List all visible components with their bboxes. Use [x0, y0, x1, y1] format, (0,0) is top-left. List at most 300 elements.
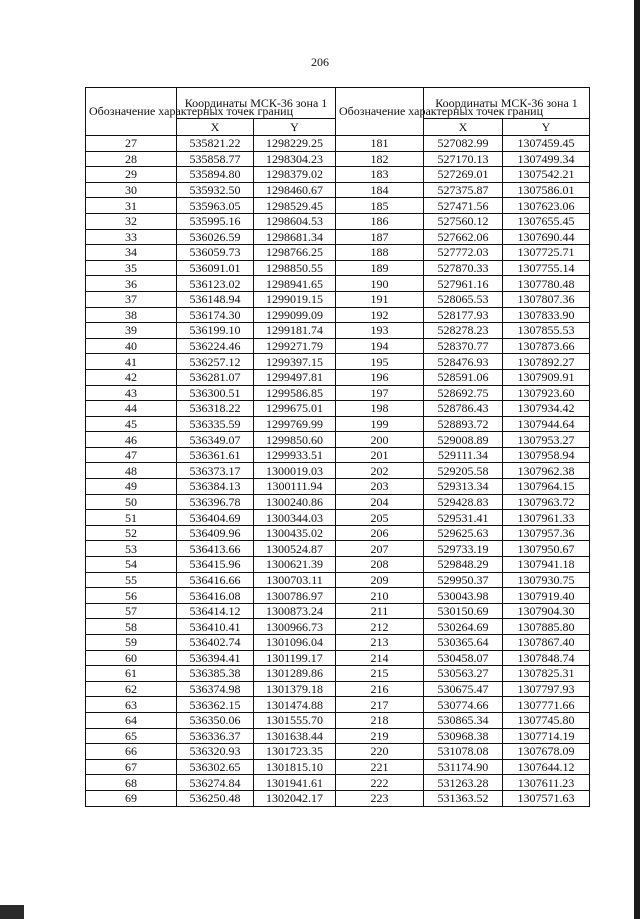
cell-y-left: 1300524.87 [254, 541, 336, 557]
table-row [86, 541, 590, 557]
cell-x-left: 536384.13 [177, 479, 254, 495]
cell-y-left: 1301379.18 [254, 681, 336, 697]
cell-x-left: 536416.08 [177, 588, 254, 604]
cell-x-left: 536350.06 [177, 712, 254, 728]
cell-x-left: 536123.02 [177, 276, 254, 292]
cell-x-right: 529531.41 [424, 510, 503, 526]
cell-y-left: 1298850.55 [254, 260, 336, 276]
cell-y-left: 1300873.24 [254, 603, 336, 619]
table-row [86, 603, 590, 619]
cell-point-left: 42 [86, 369, 177, 385]
table-row [86, 525, 590, 541]
cell-y-left: 1298460.67 [254, 182, 336, 198]
cell-x-left: 535858.77 [177, 151, 254, 167]
cell-x-left: 535894.80 [177, 167, 254, 183]
x-header-left: X [177, 119, 254, 136]
cell-y-right: 1307904.30 [503, 603, 590, 619]
cell-point-right: 222 [336, 775, 424, 791]
cell-point-left: 52 [86, 525, 177, 541]
cell-y-left: 1299933.51 [254, 447, 336, 463]
cell-y-left: 1299181.74 [254, 323, 336, 339]
cell-y-right: 1307855.53 [503, 323, 590, 339]
x-header-right: X [424, 119, 503, 136]
scan-edge-bottom-left [0, 905, 24, 919]
cell-x-right: 530150.69 [424, 603, 503, 619]
table-body [86, 136, 590, 807]
table-row [86, 588, 590, 604]
cell-x-right: 529733.19 [424, 541, 503, 557]
cell-y-right: 1307755.14 [503, 260, 590, 276]
cell-y-left: 1301941.61 [254, 775, 336, 791]
cell-y-right: 1307571.63 [503, 790, 590, 806]
cell-y-right: 1307499.34 [503, 151, 590, 167]
cell-point-right: 223 [336, 790, 424, 806]
table-row [86, 276, 590, 292]
cell-point-left: 36 [86, 276, 177, 292]
cell-x-right: 529205.58 [424, 463, 503, 479]
cell-y-left: 1298681.34 [254, 229, 336, 245]
cell-x-left: 536402.74 [177, 635, 254, 651]
cell-x-left: 536374.98 [177, 681, 254, 697]
cell-point-right: 216 [336, 681, 424, 697]
cell-point-left: 67 [86, 759, 177, 775]
cell-y-left: 1300435.02 [254, 525, 336, 541]
table-row [86, 369, 590, 385]
cell-point-right: 185 [336, 198, 424, 214]
cell-point-left: 56 [86, 588, 177, 604]
cell-point-left: 40 [86, 338, 177, 354]
cell-y-left: 1298766.25 [254, 245, 336, 261]
table-row [86, 136, 590, 152]
cell-point-right: 200 [336, 432, 424, 448]
table-row [86, 416, 590, 432]
cell-y-right: 1307725.71 [503, 245, 590, 261]
cell-point-right: 195 [336, 354, 424, 370]
cell-x-right: 527560.12 [424, 213, 503, 229]
cell-point-left: 51 [86, 510, 177, 526]
table-row [86, 401, 590, 417]
designation-header-left: Обозначение характерных точек границ [86, 88, 177, 136]
cell-y-right: 1307923.60 [503, 385, 590, 401]
cell-y-right: 1307961.33 [503, 510, 590, 526]
cell-y-left: 1299497.81 [254, 369, 336, 385]
cell-y-right: 1307909.91 [503, 369, 590, 385]
cell-x-left: 536320.93 [177, 744, 254, 760]
cell-y-left: 1298304.23 [254, 151, 336, 167]
cell-point-left: 38 [86, 307, 177, 323]
cell-x-left: 536394.41 [177, 650, 254, 666]
table-row [86, 572, 590, 588]
cell-y-right: 1307950.67 [503, 541, 590, 557]
cell-point-right: 211 [336, 603, 424, 619]
cell-point-left: 59 [86, 635, 177, 651]
cell-y-right: 1307953.27 [503, 432, 590, 448]
cell-point-right: 197 [336, 385, 424, 401]
cell-point-right: 221 [336, 759, 424, 775]
cell-x-left: 536409.96 [177, 525, 254, 541]
table-row [86, 323, 590, 339]
cell-point-right: 186 [336, 213, 424, 229]
cell-x-left: 536373.17 [177, 463, 254, 479]
cell-x-right: 529428.83 [424, 494, 503, 510]
cell-point-right: 204 [336, 494, 424, 510]
cell-point-right: 220 [336, 744, 424, 760]
cell-x-right: 531174.90 [424, 759, 503, 775]
cell-y-left: 1298229.25 [254, 136, 336, 152]
cell-point-left: 69 [86, 790, 177, 806]
cell-y-left: 1301199.17 [254, 650, 336, 666]
cell-point-left: 29 [86, 167, 177, 183]
cell-x-left: 536224.46 [177, 338, 254, 354]
cell-y-right: 1307873.66 [503, 338, 590, 354]
table-row [86, 650, 590, 666]
cell-point-left: 31 [86, 198, 177, 214]
cell-point-right: 196 [336, 369, 424, 385]
cell-y-right: 1307690.44 [503, 229, 590, 245]
cell-point-right: 184 [336, 182, 424, 198]
cell-x-right: 527269.01 [424, 167, 503, 183]
cell-point-right: 183 [336, 167, 424, 183]
cell-y-left: 1300240.86 [254, 494, 336, 510]
cell-point-left: 39 [86, 323, 177, 339]
cell-x-right: 528177.93 [424, 307, 503, 323]
y-header-left: Y [254, 119, 336, 136]
table-row [86, 744, 590, 760]
table-row [86, 338, 590, 354]
cell-x-left: 536300.51 [177, 385, 254, 401]
cell-x-left: 535821.22 [177, 136, 254, 152]
cell-point-right: 219 [336, 728, 424, 744]
cell-x-right: 531363.52 [424, 790, 503, 806]
cell-point-left: 28 [86, 151, 177, 167]
cell-x-right: 529625.63 [424, 525, 503, 541]
table-row [86, 447, 590, 463]
cell-point-left: 35 [86, 260, 177, 276]
table-row [86, 790, 590, 806]
cell-y-left: 1301723.35 [254, 744, 336, 760]
cell-y-right: 1307611.23 [503, 775, 590, 791]
cell-y-left: 1299271.79 [254, 338, 336, 354]
cell-x-left: 536318.22 [177, 401, 254, 417]
table-row [86, 666, 590, 682]
cell-x-right: 527471.56 [424, 198, 503, 214]
cell-point-right: 199 [336, 416, 424, 432]
cell-point-right: 206 [336, 525, 424, 541]
cell-point-right: 213 [336, 635, 424, 651]
cell-x-left: 536257.12 [177, 354, 254, 370]
cell-y-right: 1307867.40 [503, 635, 590, 651]
cell-x-left: 536199.10 [177, 323, 254, 339]
cell-y-right: 1307930.75 [503, 572, 590, 588]
cell-y-right: 1307771.66 [503, 697, 590, 713]
cell-point-left: 64 [86, 712, 177, 728]
cell-x-right: 529008.89 [424, 432, 503, 448]
cell-y-left: 1300966.73 [254, 619, 336, 635]
table-row [86, 385, 590, 401]
cell-y-right: 1307623.06 [503, 198, 590, 214]
cell-x-right: 528065.53 [424, 291, 503, 307]
cell-x-right: 530563.27 [424, 666, 503, 682]
cell-x-left: 536059.73 [177, 245, 254, 261]
cell-x-right: 530043.98 [424, 588, 503, 604]
cell-point-left: 50 [86, 494, 177, 510]
cell-y-left: 1298529.45 [254, 198, 336, 214]
cell-x-right: 530865.34 [424, 712, 503, 728]
cell-x-right: 528893.72 [424, 416, 503, 432]
cell-point-left: 66 [86, 744, 177, 760]
cell-x-left: 535995.16 [177, 213, 254, 229]
cell-point-right: 205 [336, 510, 424, 526]
cell-point-left: 45 [86, 416, 177, 432]
cell-x-left: 536026.59 [177, 229, 254, 245]
cell-point-left: 30 [86, 182, 177, 198]
cell-x-right: 528591.06 [424, 369, 503, 385]
coords-header-right: Координаты МСК-36 зона 1 [424, 88, 590, 119]
table-row [86, 260, 590, 276]
cell-x-right: 530458.07 [424, 650, 503, 666]
cell-y-right: 1307586.01 [503, 182, 590, 198]
cell-x-right: 531263.28 [424, 775, 503, 791]
cell-y-left: 1299675.01 [254, 401, 336, 417]
cell-point-right: 207 [336, 541, 424, 557]
cell-y-left: 1300019.03 [254, 463, 336, 479]
cell-y-left: 1299397.15 [254, 354, 336, 370]
table-row [86, 775, 590, 791]
page-number: 206 [311, 55, 329, 69]
cell-point-right: 217 [336, 697, 424, 713]
cell-point-right: 191 [336, 291, 424, 307]
designation-header-right: Обозначение характерных точек границ [336, 88, 424, 136]
cell-y-right: 1307944.64 [503, 416, 590, 432]
cell-y-right: 1307963.72 [503, 494, 590, 510]
cell-x-left: 536362.15 [177, 697, 254, 713]
cell-point-right: 182 [336, 151, 424, 167]
cell-point-right: 209 [336, 572, 424, 588]
cell-point-right: 214 [336, 650, 424, 666]
cell-y-right: 1307892.27 [503, 354, 590, 370]
cell-x-right: 527170.13 [424, 151, 503, 167]
cell-y-right: 1307780.48 [503, 276, 590, 292]
cell-x-right: 530675.47 [424, 681, 503, 697]
cell-point-left: 44 [86, 401, 177, 417]
cell-point-right: 212 [336, 619, 424, 635]
cell-point-right: 208 [336, 557, 424, 573]
table-row [86, 213, 590, 229]
cell-x-left: 536404.69 [177, 510, 254, 526]
cell-x-left: 536302.65 [177, 759, 254, 775]
table-row [86, 463, 590, 479]
cell-x-left: 535932.50 [177, 182, 254, 198]
cell-y-left: 1300621.39 [254, 557, 336, 573]
cell-x-right: 527082.99 [424, 136, 503, 152]
cell-point-right: 181 [336, 136, 424, 152]
cell-x-left: 536335.59 [177, 416, 254, 432]
cell-point-right: 187 [336, 229, 424, 245]
cell-x-left: 536281.07 [177, 369, 254, 385]
cell-point-left: 57 [86, 603, 177, 619]
cell-point-right: 194 [336, 338, 424, 354]
table-row [86, 681, 590, 697]
cell-point-left: 32 [86, 213, 177, 229]
cell-x-left: 536416.66 [177, 572, 254, 588]
cell-x-right: 531078.08 [424, 744, 503, 760]
cell-point-left: 48 [86, 463, 177, 479]
cell-y-left: 1301638.44 [254, 728, 336, 744]
cell-point-right: 192 [336, 307, 424, 323]
table-row [86, 432, 590, 448]
cell-point-right: 190 [336, 276, 424, 292]
table-row [86, 619, 590, 635]
cell-x-left: 536174.30 [177, 307, 254, 323]
cell-point-right: 210 [336, 588, 424, 604]
cell-x-left: 535963.05 [177, 198, 254, 214]
table-row [86, 151, 590, 167]
table-row [86, 354, 590, 370]
cell-point-left: 63 [86, 697, 177, 713]
cell-x-right: 528278.23 [424, 323, 503, 339]
cell-point-left: 43 [86, 385, 177, 401]
cell-x-left: 536410.41 [177, 619, 254, 635]
cell-y-right: 1307934.42 [503, 401, 590, 417]
cell-point-left: 33 [86, 229, 177, 245]
cell-y-left: 1300111.94 [254, 479, 336, 495]
cell-y-left: 1299850.60 [254, 432, 336, 448]
cell-y-right: 1307797.93 [503, 681, 590, 697]
coordinates-table [85, 87, 590, 807]
cell-point-left: 34 [86, 245, 177, 261]
cell-y-left: 1301815.10 [254, 759, 336, 775]
table-row [86, 712, 590, 728]
cell-x-left: 536396.78 [177, 494, 254, 510]
cell-point-right: 193 [336, 323, 424, 339]
cell-y-right: 1307919.40 [503, 588, 590, 604]
cell-x-right: 530365.64 [424, 635, 503, 651]
cell-y-left: 1301474.88 [254, 697, 336, 713]
cell-y-right: 1307957.36 [503, 525, 590, 541]
cell-x-right: 529313.34 [424, 479, 503, 495]
cell-x-left: 536336.37 [177, 728, 254, 744]
cell-y-left: 1301096.04 [254, 635, 336, 651]
cell-point-left: 49 [86, 479, 177, 495]
y-header-right: Y [503, 119, 590, 136]
cell-x-right: 527772.03 [424, 245, 503, 261]
cell-point-left: 53 [86, 541, 177, 557]
cell-x-left: 536148.94 [177, 291, 254, 307]
cell-point-left: 47 [86, 447, 177, 463]
cell-x-left: 536361.61 [177, 447, 254, 463]
cell-y-right: 1307962.38 [503, 463, 590, 479]
cell-y-right: 1307807.36 [503, 291, 590, 307]
cell-y-left: 1300703.11 [254, 572, 336, 588]
cell-y-right: 1307655.45 [503, 213, 590, 229]
cell-point-left: 65 [86, 728, 177, 744]
cell-y-left: 1301555.70 [254, 712, 336, 728]
cell-y-right: 1307678.09 [503, 744, 590, 760]
cell-y-right: 1307941.18 [503, 557, 590, 573]
table-row [86, 182, 590, 198]
table-row [86, 479, 590, 495]
cell-point-right: 201 [336, 447, 424, 463]
cell-x-left: 536413.66 [177, 541, 254, 557]
cell-x-right: 530968.38 [424, 728, 503, 744]
cell-y-left: 1300786.97 [254, 588, 336, 604]
cell-y-left: 1299769.99 [254, 416, 336, 432]
cell-y-left: 1300344.03 [254, 510, 336, 526]
table-row [86, 307, 590, 323]
cell-point-right: 218 [336, 712, 424, 728]
cell-x-right: 530264.69 [424, 619, 503, 635]
table-row [86, 494, 590, 510]
table-row [86, 229, 590, 245]
cell-x-right: 528370.77 [424, 338, 503, 354]
cell-point-left: 54 [86, 557, 177, 573]
cell-point-right: 202 [336, 463, 424, 479]
cell-y-left: 1299019.15 [254, 291, 336, 307]
cell-x-right: 528786.43 [424, 401, 503, 417]
cell-y-right: 1307644.12 [503, 759, 590, 775]
cell-y-left: 1302042.17 [254, 790, 336, 806]
cell-y-left: 1299586.85 [254, 385, 336, 401]
cell-x-right: 529950.37 [424, 572, 503, 588]
cell-x-right: 529111.34 [424, 447, 503, 463]
cell-x-right: 528476.93 [424, 354, 503, 370]
table-row [86, 245, 590, 261]
cell-x-left: 536414.12 [177, 603, 254, 619]
table-row [86, 759, 590, 775]
cell-x-left: 536385.38 [177, 666, 254, 682]
cell-point-left: 55 [86, 572, 177, 588]
table-header [86, 88, 590, 136]
cell-point-right: 188 [336, 245, 424, 261]
cell-y-right: 1307714.19 [503, 728, 590, 744]
cell-y-right: 1307745.80 [503, 712, 590, 728]
cell-x-right: 530774.66 [424, 697, 503, 713]
table-row [86, 697, 590, 713]
cell-point-right: 215 [336, 666, 424, 682]
cell-y-right: 1307848.74 [503, 650, 590, 666]
cell-point-right: 203 [336, 479, 424, 495]
cell-y-right: 1307825.31 [503, 666, 590, 682]
cell-y-right: 1307885.80 [503, 619, 590, 635]
cell-x-right: 527662.06 [424, 229, 503, 245]
cell-y-right: 1307542.21 [503, 167, 590, 183]
cell-y-right: 1307833.90 [503, 307, 590, 323]
cell-point-left: 62 [86, 681, 177, 697]
coords-header-left: Координаты МСК-36 зона 1 [177, 88, 336, 119]
cell-x-left: 536250.48 [177, 790, 254, 806]
cell-y-left: 1301289.86 [254, 666, 336, 682]
cell-y-left: 1298379.02 [254, 167, 336, 183]
cell-point-left: 46 [86, 432, 177, 448]
table-row [86, 167, 590, 183]
cell-point-left: 27 [86, 136, 177, 152]
cell-y-right: 1307459.45 [503, 136, 590, 152]
cell-x-right: 528692.75 [424, 385, 503, 401]
cell-point-left: 58 [86, 619, 177, 635]
cell-x-left: 536274.84 [177, 775, 254, 791]
table-row [86, 728, 590, 744]
cell-x-left: 536349.07 [177, 432, 254, 448]
cell-x-right: 527375.87 [424, 182, 503, 198]
cell-point-left: 60 [86, 650, 177, 666]
cell-x-right: 527870.33 [424, 260, 503, 276]
cell-x-left: 536091.01 [177, 260, 254, 276]
cell-y-right: 1307964.15 [503, 479, 590, 495]
scan-edge-right [634, 0, 640, 919]
cell-point-right: 198 [336, 401, 424, 417]
table-row [86, 510, 590, 526]
cell-point-left: 41 [86, 354, 177, 370]
